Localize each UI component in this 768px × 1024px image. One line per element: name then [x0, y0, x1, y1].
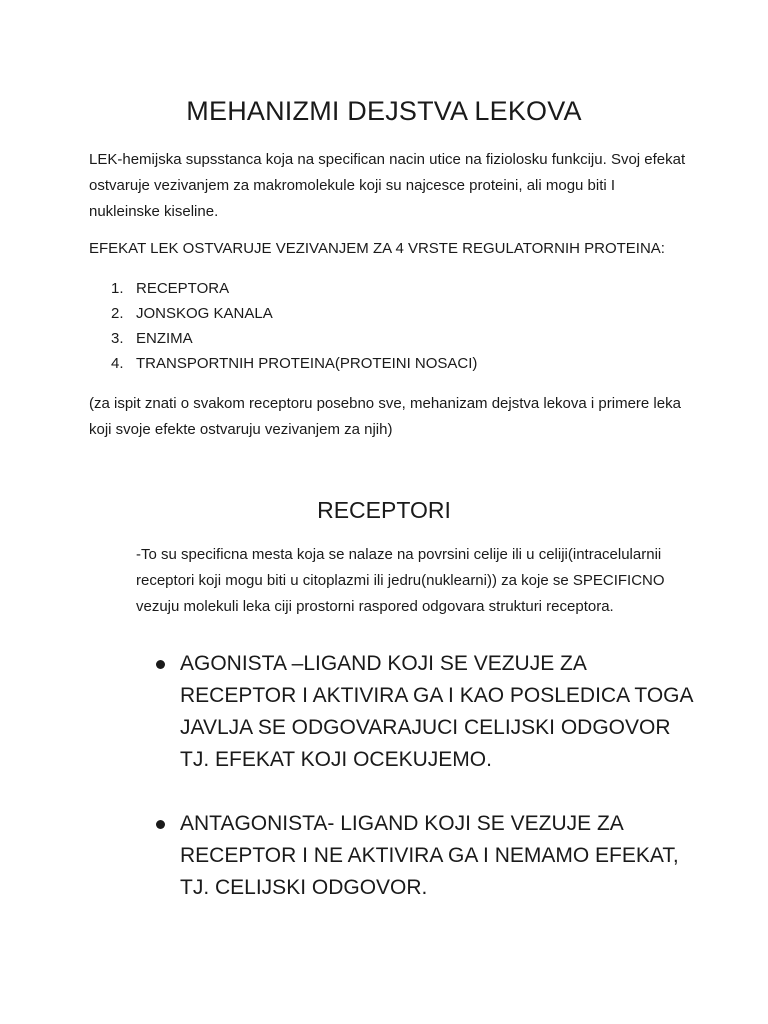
list-item	[136, 648, 696, 776]
exam-note: (za ispit znati o svakom receptoru posebno sve, mehanizam dejstva lekova i primere leka koji svoje efekte ostvaruju vezivanjem za njih)	[89, 395, 681, 438]
list-item	[89, 326, 477, 351]
intro-paragraph: LEK-hemijska supsstanca koja na specifican nacin utice na fiziolosku funkciju. Svoj efekat ostvaruje vezivanjem za makromolekule koji su najcesce proteini, ali mogu biti I nukleinske kiseline.	[89, 151, 686, 220]
list-item-text: TRANSPORTNIH PROTEINA(PROTEINI NOSACI)	[136, 355, 478, 372]
bullet-text: ANTAGONISTA- LIGAND KOJI SE VEZUJE ZA RECEPTOR I NE AKTIVIRA GA I NEMAMO EFEKAT, TJ. CELIJSKI ODGOVOR.	[180, 812, 679, 899]
ligand-bullet-list	[136, 648, 696, 904]
list-item-text: RECEPTORA	[136, 280, 230, 297]
bullet-icon	[156, 820, 165, 829]
list-number: 4.	[111, 355, 124, 372]
list-item	[89, 301, 477, 326]
protein-list	[89, 276, 477, 376]
list-item	[136, 808, 696, 904]
bullet-icon	[156, 660, 165, 669]
list-number: 3.	[111, 330, 124, 347]
list-item	[89, 351, 477, 376]
section-heading: RECEPTORI	[317, 497, 451, 523]
bullet-text: AGONISTA –LIGAND KOJI SE VEZUJE ZA RECEPTOR I AKTIVIRA GA I KAO POSLEDICA TOGA JAVLJA SE ODGOVARAJUCI CELIJSKI ODGOVOR TJ. EFEKAT KOJI OCEKUJEMO.	[180, 652, 693, 771]
document-title: MEHANIZMI DEJSTVA LEKOVA	[186, 96, 582, 126]
statement-paragraph: EFEKAT LEK OSTVARUJE VEZIVANJEM ZA 4 VRSTE REGULATORNIH PROTEINA:	[89, 240, 665, 257]
list-item	[89, 276, 477, 301]
list-number: 1.	[111, 280, 124, 297]
list-item-text: ENZIMA	[136, 330, 193, 347]
list-number: 2.	[111, 305, 124, 322]
receptor-definition: -To su specificna mesta koja se nalaze na povrsini celije ili u celiji(intracelularnii receptori koji mogu biti u citoplazmi ili jedru(nuklearni)) za koje se SPECIFICNO vezuju molekuli leka ciji prostorni raspored odgovara strukturi receptora.	[136, 546, 665, 615]
list-item-text: JONSKOG KANALA	[136, 305, 273, 322]
